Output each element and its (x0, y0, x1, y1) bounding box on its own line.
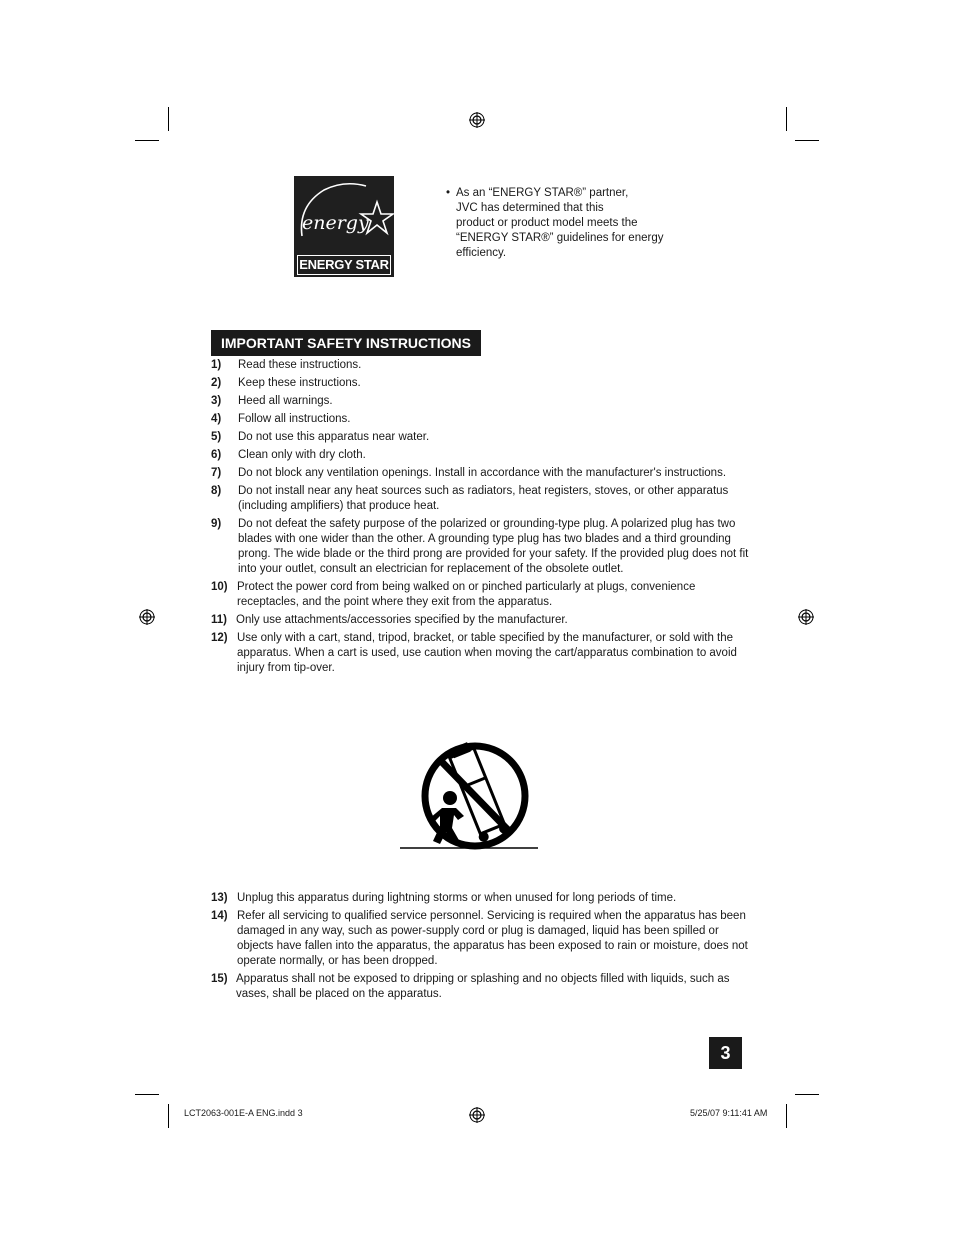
item-number: 10) (211, 581, 228, 593)
cart-tipover-warning-icon (398, 736, 540, 850)
list-item (211, 466, 751, 481)
item-text: Follow all instructions. (238, 413, 351, 425)
note-line: efficiency. (456, 247, 507, 259)
energy-star-wordmark: ENERGY STAR (297, 255, 391, 275)
item-text: Read these instructions. (238, 359, 362, 371)
note-line: “ENERGY STAR®” guidelines for energy (456, 232, 664, 244)
item-number: 4) (211, 413, 222, 425)
section-title: IMPORTANT SAFETY INSTRUCTIONS (211, 330, 481, 356)
crop-mark (795, 140, 819, 141)
item-number: 13) (211, 892, 228, 904)
item-number: 15) (211, 973, 228, 985)
item-number: 11) (211, 614, 227, 626)
item-number: 8) (211, 485, 222, 497)
energy-star-note (446, 186, 706, 261)
item-text: Keep these instructions. (238, 377, 361, 389)
list-item (211, 631, 751, 676)
note-line: As an “ENERGY STAR®” partner, (456, 187, 629, 199)
item-number: 1) (211, 359, 222, 371)
list-item (211, 358, 751, 373)
item-number: 9) (211, 518, 222, 530)
list-item (211, 517, 751, 577)
crop-mark (168, 1104, 169, 1128)
energy-star-emblem-icon (294, 176, 394, 254)
energy-script: energy (302, 212, 369, 234)
safety-list-bottom (211, 891, 751, 1005)
item-number: 2) (211, 377, 222, 389)
footer-filename: LCT2063-001E-A ENG.indd 3 (184, 1108, 303, 1118)
crop-mark (786, 1104, 787, 1128)
item-number: 6) (211, 449, 222, 461)
crop-mark (795, 1094, 819, 1095)
item-text: Unplug this apparatus during lightning storms or when unused for long periods of time. (237, 892, 677, 904)
item-text: Protect the power cord from being walked on or pinched particularly at plugs, convenience receptacles, and the point where they exit from the apparatus. (237, 581, 696, 608)
item-number: 5) (211, 431, 222, 443)
item-number: 7) (211, 467, 222, 479)
list-item (211, 448, 751, 463)
registration-mark-icon (798, 609, 814, 625)
list-item (211, 909, 751, 969)
list-item (211, 613, 751, 628)
item-text: Do not block any ventilation openings. Install in accordance with the manufacturer's instructions. (238, 467, 727, 479)
item-text: Do not defeat the safety purpose of the polarized or grounding-type plug. A polarized plug has two blades with one wider than the other. A grounding type plug has two blades and a third grounding prong. The wide blade or the third prong are provided for your safety. If the provided plug does not fit into your outlet, consult an electrician for replacement of the obsolete outlet. (238, 518, 749, 575)
item-text: Heed all warnings. (238, 395, 333, 407)
item-number: 14) (211, 910, 228, 922)
footer-timestamp: 5/25/07 9:11:41 AM (690, 1108, 768, 1118)
list-item (211, 484, 751, 514)
page-number: 3 (709, 1037, 742, 1069)
note-line: product or product model meets the (456, 217, 638, 229)
item-text: Only use attachments/accessories specified by the manufacturer. (236, 614, 568, 626)
item-text: Clean only with dry cloth. (238, 449, 366, 461)
crop-mark (135, 140, 159, 141)
item-number: 3) (211, 395, 222, 407)
crop-mark (168, 107, 169, 131)
energy-star-logo (294, 176, 394, 277)
list-item (211, 580, 751, 610)
list-item (211, 891, 751, 906)
list-item (211, 972, 751, 1002)
item-text: Apparatus shall not be exposed to dripping or splashing and no objects filled with liquids, such as vases, shall be placed on the apparatus. (236, 973, 730, 1000)
item-text: Use only with a cart, stand, tripod, bracket, or table specified by the manufacturer, or sold with the apparatus. When a cart is used, use caution when moving the cart/apparatus combination to avoid injury from tip-over. (237, 632, 737, 674)
bullet: • (446, 187, 451, 199)
item-text: Do not install near any heat sources such as radiators, heat registers, stoves, or other apparatus (including amplifiers) that produce heat. (238, 485, 729, 512)
crop-mark (135, 1094, 159, 1095)
list-item (211, 412, 751, 427)
registration-mark-icon (469, 112, 485, 128)
safety-list-top (211, 358, 751, 679)
registration-mark-icon (469, 1107, 485, 1123)
crop-mark (786, 107, 787, 131)
list-item (211, 376, 751, 391)
list-item (211, 394, 751, 409)
registration-mark-icon (139, 609, 155, 625)
item-number: 12) (211, 632, 228, 644)
list-item (211, 430, 751, 445)
item-text: Refer all servicing to qualified service personnel. Servicing is required when the apparatus has been damaged in any way, such as power-supply cord or plug is damaged, liquid has been spilled or objects have fallen into the apparatus, the apparatus has been exposed to rain or moisture, does not operate normally, or has been dropped. (237, 910, 748, 967)
note-line: JVC has determined that this (456, 202, 604, 214)
item-text: Do not use this apparatus near water. (238, 431, 430, 443)
